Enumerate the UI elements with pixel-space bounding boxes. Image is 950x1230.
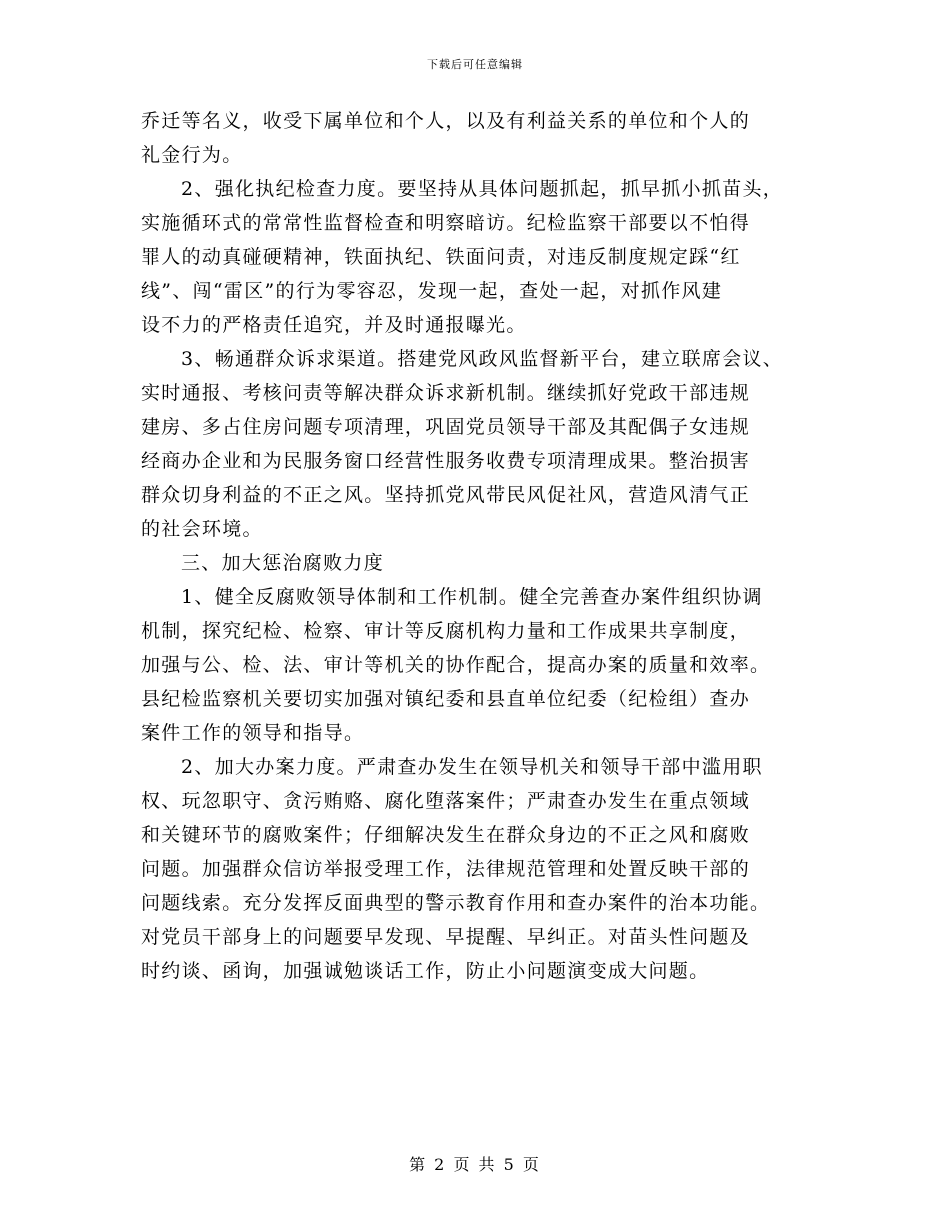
text-line: 3、畅通群众诉求渠道。搭建党风政风监督新平台，建立联席会议、	[181, 348, 784, 370]
text-line: 时约谈、函询，加强诚勉谈话工作，防止小问题演变成大问题。	[141, 960, 710, 982]
text-line: 对党员干部身上的问题要早发现、早提醒、早纠正。对苗头性问题及	[141, 926, 751, 948]
document-body	[141, 104, 831, 988]
text-line: 机制，探究纪检、检察、审计等反腐机构力量和工作成果共享制度，	[141, 620, 751, 642]
text-line: 礼金行为。	[141, 144, 243, 166]
text-line: 2、加大办案力度。严肃查办发生在领导机关和领导干部中滥用职	[181, 756, 763, 778]
text-line: 1、健全反腐败领导体制和工作机制。健全完善查办案件组织协调	[181, 586, 763, 608]
text-line: 的社会环境。	[141, 518, 263, 540]
text-line: 实施循环式的常常性监督检查和明察暗访。纪检监察干部要以不怕得	[141, 212, 751, 234]
text-line: 问题。加强群众信访举报受理工作，法律规范管理和处置反映干部的	[141, 858, 751, 880]
text-line: 问题线索。充分发挥反面典型的警示教育作用和查办案件的治本功能。	[141, 892, 771, 914]
text-line: 三、加大惩治腐败力度	[181, 552, 385, 574]
text-line: 乔迁等名义，收受下属单位和个人，以及有利益关系的单位和个人的	[141, 110, 751, 132]
text-line: 经商办企业和为民服务窗口经营性服务收费专项清理成果。整治损害	[141, 450, 751, 472]
page-number: 第 2 页 共 5 页	[409, 1155, 541, 1174]
text-line: 建房、多占住房问题专项清理，巩固党员领导干部及其配偶子女违规	[141, 416, 751, 438]
text-line: 群众切身利益的不正之风。坚持抓党风带民风促社风，营造风清气正	[141, 484, 751, 506]
text-line: 罪人的动真碰硬精神，铁面执纪、铁面问责，对违反制度规定踩“红	[141, 246, 741, 268]
text-line: 2、强化执纪检查力度。要坚持从具体问题抓起，抓早抓小抓苗头，	[181, 178, 784, 200]
text-line: 实时通报、考核问责等解决群众诉求新机制。继续抓好党政干部违规	[141, 382, 751, 404]
text-line: 案件工作的领导和指导。	[141, 722, 365, 744]
header-note: 下载后可任意编辑	[427, 58, 523, 71]
text-line: 和关键环节的腐败案件；仔细解决发生在群众身边的不正之风和腐败	[141, 824, 751, 846]
text-line: 县纪检监察机关要切实加强对镇纪委和县直单位纪委（纪检组）查办	[141, 688, 751, 710]
text-line: 设不力的严格责任追究，并及时通报曝光。	[141, 314, 527, 336]
text-line: 线”、闯“雷区”的行为零容忍，发现一起，查处一起，对抓作风建	[141, 280, 723, 302]
text-line: 加强与公、检、法、审计等机关的协作配合，提高办案的质量和效率。	[141, 654, 771, 676]
text-line: 权、玩忽职守、贪污贿赂、腐化堕落案件；严肃查办发生在重点领域	[141, 790, 751, 812]
